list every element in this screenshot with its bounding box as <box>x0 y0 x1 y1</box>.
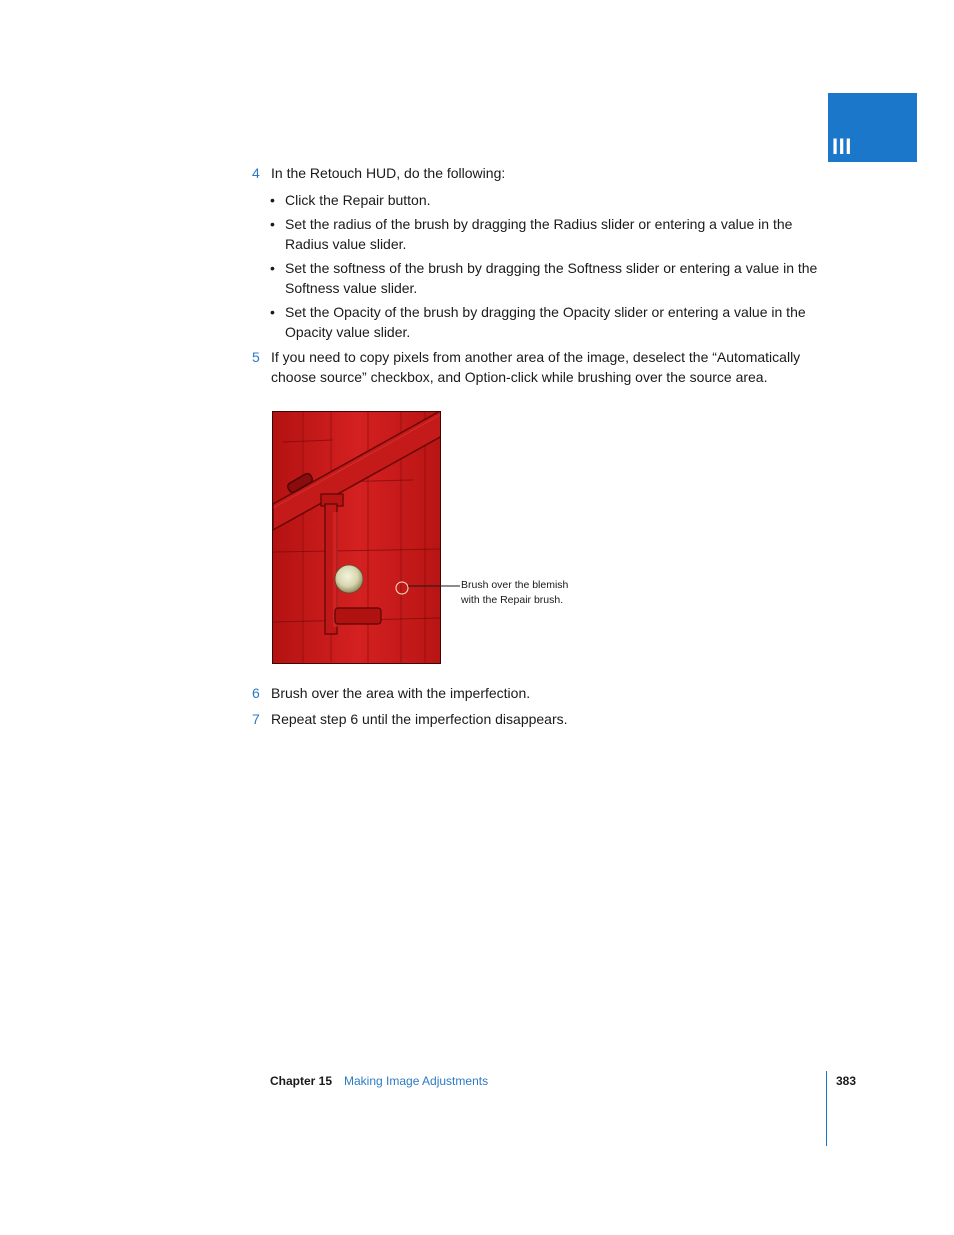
list-item <box>270 302 830 342</box>
bullet-text: Set the Opacity of the brush by dragging the Opacity slider or entering a value in the Opacity value slider. <box>285 304 806 340</box>
footer-chapter: Chapter 15 <box>270 1074 333 1088</box>
bullet-list <box>270 190 830 346</box>
step-text: In the Retouch HUD, do the following: <box>271 165 506 181</box>
step-5 <box>252 347 832 387</box>
step-7 <box>252 709 832 729</box>
bullet-text: Set the radius of the brush by dragging the Radius slider or entering a value in the Radius value slider. <box>285 216 793 252</box>
list-item <box>270 258 830 298</box>
step-6 <box>252 683 832 703</box>
callout-line-1: Brush over the blemish <box>461 579 569 591</box>
page-number: 383 <box>836 1074 857 1088</box>
step-text: Repeat step 6 until the imperfection disappears. <box>271 711 568 727</box>
step-4 <box>252 163 832 183</box>
callout-leader-line <box>408 580 460 594</box>
figure-callout <box>461 578 601 608</box>
bullet-glyph: • <box>270 260 275 276</box>
step-text: Brush over the area with the imperfection. <box>271 685 531 701</box>
bullet-glyph: • <box>270 192 275 208</box>
step-number: 5 <box>252 349 260 365</box>
list-item <box>270 214 830 254</box>
step-number: 7 <box>252 711 260 727</box>
footer-chapter-title: Making Image Adjustments <box>344 1074 489 1088</box>
bullet-glyph: • <box>270 216 275 232</box>
step-text: If you need to copy pixels from another area of the image, deselect the “Automatically choose source” checkbox, and Option-click while brushing over the source area. <box>271 349 801 385</box>
step-number: 6 <box>252 685 260 701</box>
callout-line-2: with the Repair brush. <box>461 594 564 606</box>
step-number: 4 <box>252 165 260 181</box>
red-door-photo <box>272 411 441 664</box>
part-tab <box>828 93 917 162</box>
list-item <box>270 190 830 210</box>
bullet-text: Set the softness of the brush by dragging the Softness slider or entering a value in the Softness value slider. <box>285 260 818 296</box>
footer-rule <box>826 1071 827 1146</box>
part-number: III <box>832 134 852 159</box>
door-illustration <box>273 412 441 664</box>
bullet-glyph: • <box>270 304 275 320</box>
bullet-text: Click the Repair button. <box>285 192 431 208</box>
